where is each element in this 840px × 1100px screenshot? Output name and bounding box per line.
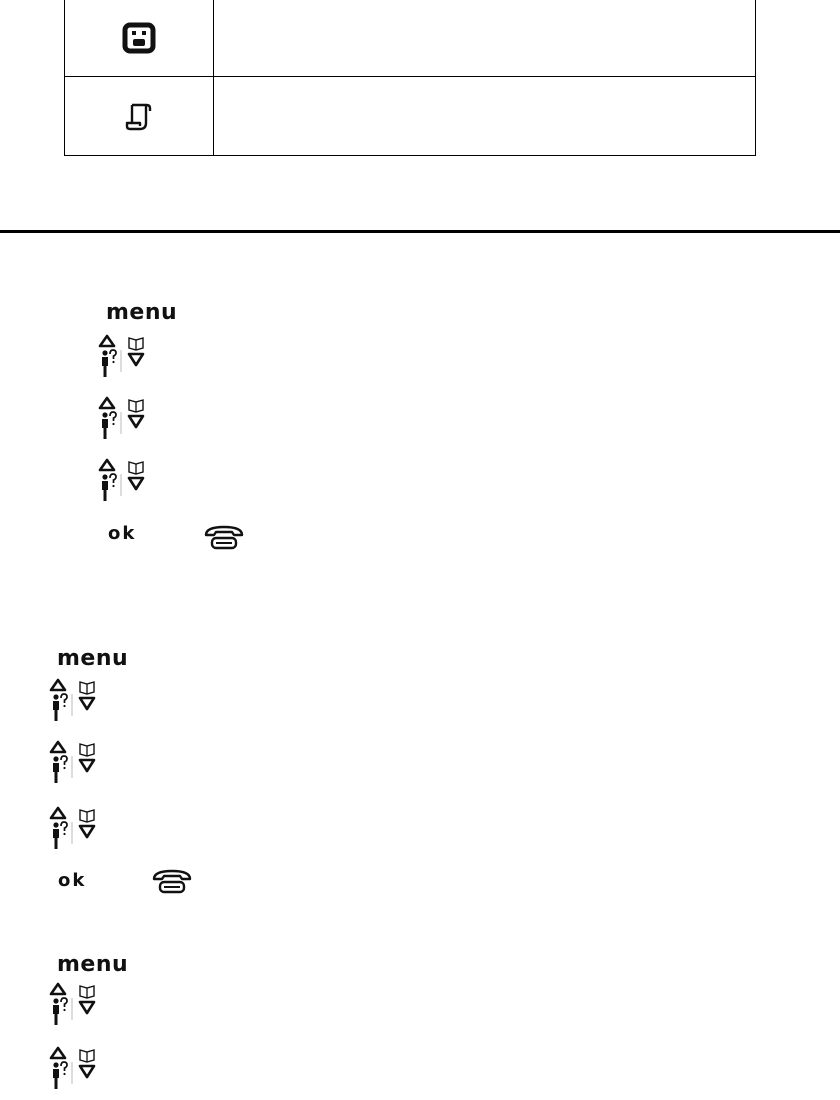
- menu-key: menu: [57, 952, 129, 977]
- nav-up-down-icon: [47, 1044, 107, 1092]
- nav-up-down-icon: [96, 456, 156, 504]
- nav-up-down-icon: [96, 394, 156, 442]
- nav-up-down-icon: [47, 676, 107, 724]
- ok-key: ok: [108, 523, 137, 544]
- nav-up-down-icon: [96, 332, 156, 380]
- nav-up-down-icon: [47, 804, 107, 852]
- table-divider-vertical: [213, 0, 214, 155]
- face-box-icon: [122, 22, 156, 54]
- table-row-icon-cell: [65, 0, 213, 76]
- icon-table: [64, 0, 756, 156]
- ok-key: ok: [58, 870, 87, 891]
- phone-handset-icon: [204, 524, 244, 550]
- nav-up-down-icon: [47, 738, 107, 786]
- nav-up-down-icon: [47, 980, 107, 1028]
- menu-key: menu: [57, 646, 129, 671]
- section-divider: [0, 230, 840, 233]
- phone-handset-icon: [152, 868, 192, 894]
- menu-key: menu: [106, 300, 178, 325]
- scroll-icon: [125, 101, 153, 133]
- table-row-icon-cell: [65, 77, 213, 156]
